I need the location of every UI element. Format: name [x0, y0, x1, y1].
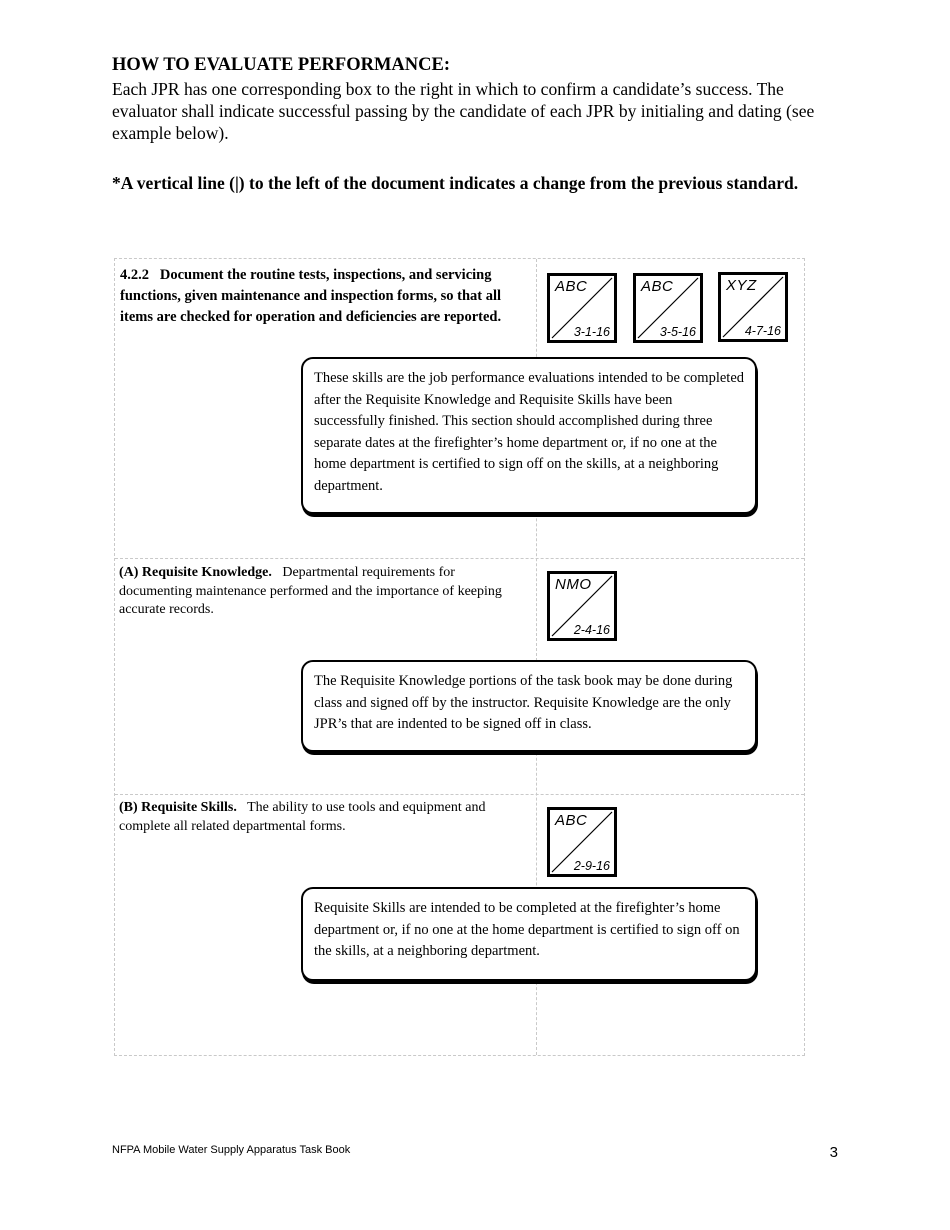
example-jpr-table	[114, 258, 805, 1056]
footer-title: NFPA Mobile Water Supply Apparatus Task Book	[112, 1144, 351, 1156]
signoff-date: 4-7-16	[744, 324, 781, 338]
knowledge-explanation-callout: The Requisite Knowledge portions of the task book may be done during class and signed off by the instructor. Requisite Knowledge are the only JPR’s that are indented to be signed off in class.	[301, 660, 757, 752]
signoff-box[interactable]	[547, 807, 617, 877]
signoff-box[interactable]	[718, 272, 788, 342]
signoff-date: 2-9-16	[573, 859, 610, 873]
requisite-knowledge-label: (A) Requisite Knowledge.	[119, 565, 272, 580]
jpr-explanation-callout: These skills are the job performance evaluations intended to be completed after the Requisite Knowledge and Requisite Skills have been successfully finished. This section should accomplished during three separate dates at the firefighter’s home department or, if no one at the home department is certified to sign off on the skills, at a neighboring department.	[301, 357, 757, 514]
skills-explanation-callout: Requisite Skills are intended to be completed at the firefighter’s home department or, if no one at the home department is certified to sign off on the skills, at a neighboring department.	[301, 887, 757, 981]
signoff-box[interactable]	[633, 273, 703, 343]
page-number: 3	[829, 1144, 838, 1161]
signoff-initials: XYZ	[726, 277, 757, 294]
requisite-knowledge-description	[119, 564, 519, 620]
signoff-date: 3-5-16	[659, 325, 696, 339]
signoff-initials: ABC	[641, 278, 674, 295]
signoff-box[interactable]	[547, 273, 617, 343]
jpr-description	[120, 265, 532, 328]
signoff-box[interactable]	[547, 571, 617, 641]
change-indicator-note: *A vertical line (|) to the left of the document indicates a change from the previous standard.	[112, 173, 799, 193]
jpr-number: 4.2.2	[120, 267, 149, 283]
row-divider	[115, 558, 804, 559]
jpr-text: Document the routine tests, inspections, and servicing functions, given maintenance and inspection forms, so that all items are checked for operation and deficiencies are reported.	[120, 267, 502, 325]
signoff-date: 3-1-16	[573, 325, 610, 339]
row-divider	[115, 794, 804, 795]
signoff-initials: ABC	[555, 812, 588, 829]
page-heading: HOW TO EVALUATE PERFORMANCE:	[112, 55, 451, 75]
signoff-initials: ABC	[555, 278, 588, 295]
requisite-knowledge-text: Departmental requirements for documenting maintenance performed and the importance of keeping accurate records.	[119, 565, 502, 617]
signoff-date: 2-4-16	[573, 623, 610, 637]
intro-paragraph: Each JPR has one corresponding box to the right in which to confirm a candidate’s success. The evaluator shall indicate successful passing by the candidate of each JPR by initialing and dating (see example below).	[112, 79, 815, 143]
requisite-skills-label: (B) Requisite Skills.	[119, 800, 237, 815]
signoff-initials: NMO	[555, 576, 592, 593]
requisite-skills-description	[119, 799, 531, 836]
requisite-skills-text: The ability to use tools and equipment and complete all related departmental forms.	[119, 800, 486, 834]
